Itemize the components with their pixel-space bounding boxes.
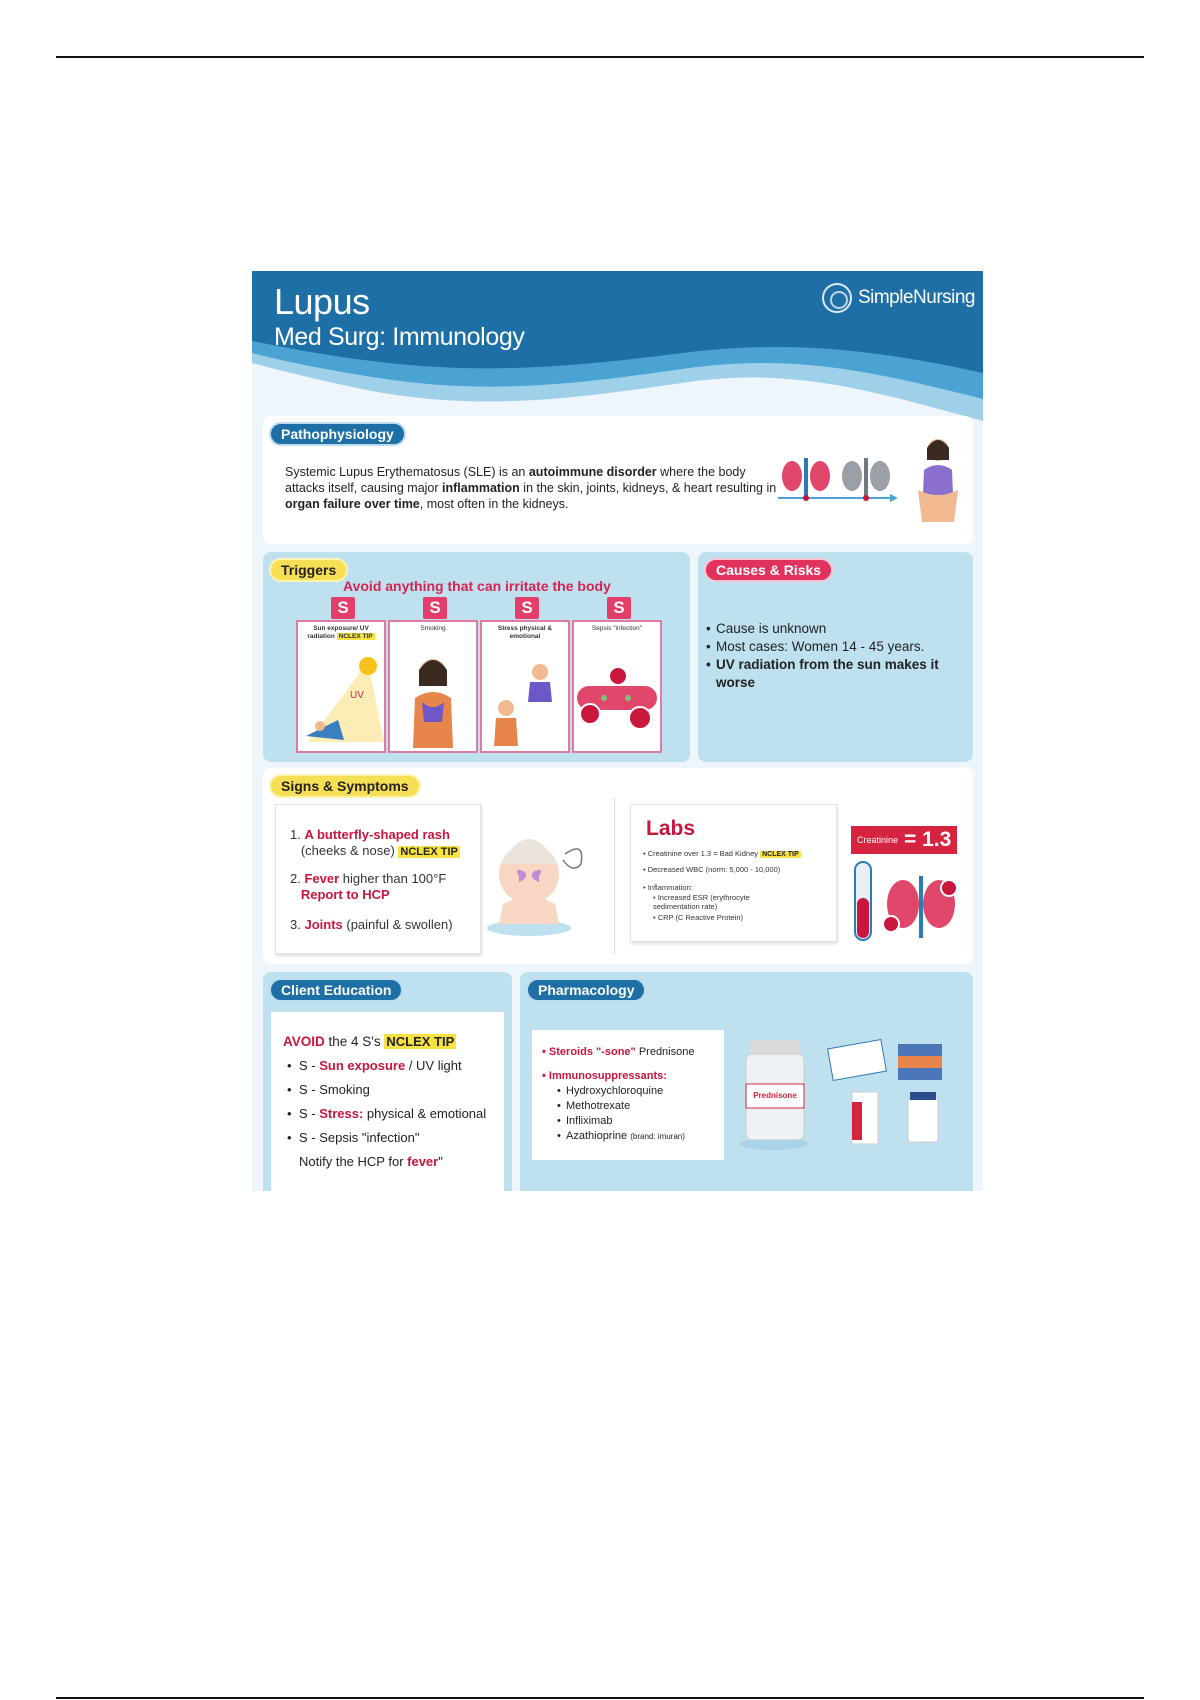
triggers-headline: Avoid anything that can irritate the body xyxy=(343,578,611,594)
symptom-joints: 3. Joints (painful & swollen) xyxy=(290,917,453,932)
trigger-stress-card: Stress physical & emotional xyxy=(480,620,570,753)
education-item-sepsis: • S - Sepsis "infection" xyxy=(299,1130,420,1145)
creatinine-badge: Creatinine = 1.3 xyxy=(851,826,957,854)
divider xyxy=(614,798,615,954)
svg-text:UV: UV xyxy=(350,690,364,701)
woman-figure-icon xyxy=(918,439,958,522)
lab-inflammation: • Inflammation: xyxy=(643,883,693,892)
education-item-smoking: • S - Smoking xyxy=(299,1082,370,1097)
labs-box xyxy=(630,804,837,942)
education-item-stress: • S - Stress: physical & emotional xyxy=(299,1106,486,1121)
s-badge-stress: S xyxy=(515,597,539,619)
client-education-panel xyxy=(263,972,512,1191)
lab-crp: • CRP (C Reactive Protein) xyxy=(653,913,744,922)
pathophysiology-text: Systemic Lupus Erythematosus (SLE) is an autoimmune disorder where the body attacks itself, causing major inflammation in the skin, joints, kidneys, & heart resulting in organ failure over time, most often in the kidneys. xyxy=(285,465,777,511)
causes-list xyxy=(706,620,973,692)
page-subtitle: Med Surg: Immunology xyxy=(274,323,525,351)
cause-item: • Cause is unknown xyxy=(706,620,973,638)
symptoms-list-box xyxy=(275,804,481,954)
trigger-smoking-card: Smoking xyxy=(388,620,478,753)
labs-title: Labs xyxy=(646,817,696,840)
header-banner xyxy=(252,271,983,421)
cause-item-bold: • UV radiation from the sun makes it worse xyxy=(706,656,973,692)
s-badge-sepsis: S xyxy=(607,597,631,619)
drug-item: • Hydroxychloroquine xyxy=(566,1085,663,1097)
diseased-kidney-icon xyxy=(842,458,890,501)
top-rule xyxy=(56,56,1144,58)
drug-item: • Methotrexate xyxy=(566,1100,630,1112)
svg-text:Prednisone: Prednisone xyxy=(753,1091,797,1100)
trigger-sun-card: Sun exposure/ UV radiation NCLEX TIP UV xyxy=(296,620,386,753)
bacteria-icon xyxy=(574,642,660,752)
drug-item: • Infliximab xyxy=(566,1115,612,1127)
bottom-rule xyxy=(56,1697,1144,1699)
education-note: Notify the HCP for fever" xyxy=(299,1154,443,1169)
s-badge-smoking: S xyxy=(423,597,447,619)
pathophysiology-card xyxy=(263,416,973,544)
medication-bottles-icon xyxy=(740,1032,960,1162)
lab-wbc: • Decreased WBC (norm: 5,000 - 10,000) xyxy=(643,865,781,874)
signs-symptoms-card xyxy=(263,768,973,964)
brand-name: SimpleNursing xyxy=(857,287,975,308)
signs-symptoms-label: Signs & Symptoms xyxy=(269,774,421,798)
lab-esr: • Increased ESR (erythrocyte sedimentation rate) xyxy=(653,893,750,911)
lab-creatinine: • Creatinine over 1.3 = Bad Kidney NCLEX TIP xyxy=(643,849,799,858)
education-heading: AVOID the 4 S's NCLEX TIP xyxy=(283,1034,455,1049)
education-box xyxy=(271,1012,504,1191)
pharmacology-panel xyxy=(520,972,973,1191)
sun-exposure-icon xyxy=(298,650,384,750)
lupus-infographic xyxy=(252,271,983,1191)
s-badge-sun: S xyxy=(331,597,355,619)
brand-circle-icon xyxy=(822,283,852,313)
kidney-illustration xyxy=(778,430,968,530)
stress-figures-icon xyxy=(482,642,568,752)
triggers-panel xyxy=(263,552,690,762)
symptom-fever: 2. Fever higher than 100°F Report to HCP xyxy=(290,871,447,902)
smoking-woman-icon xyxy=(390,642,476,752)
cause-item: • Most cases: Women 14 - 45 years. xyxy=(706,638,973,656)
butterfly-rash-face-icon xyxy=(485,820,595,940)
steroids-line: • Steroids "-sone" Prednisone xyxy=(542,1046,695,1058)
immunosuppressants-heading: • Immunosuppressants: xyxy=(542,1070,667,1082)
causes-risks-label: Causes & Risks xyxy=(704,558,833,582)
page-title: Lupus xyxy=(274,281,370,322)
client-education-label: Client Education xyxy=(269,978,403,1002)
causes-risks-panel xyxy=(698,552,973,762)
pharmacology-list-box xyxy=(532,1030,724,1160)
pharmacology-label: Pharmacology xyxy=(526,978,646,1002)
education-item-sun: • S - Sun exposure / UV light xyxy=(299,1058,462,1073)
brand-logo xyxy=(822,283,975,313)
symptom-rash: 1. A butterfly-shaped rash (cheeks & nose) NCLEX TIP xyxy=(290,827,458,858)
healthy-kidney-icon xyxy=(782,458,830,501)
triggers-label: Triggers xyxy=(269,558,348,582)
drug-item: • Azathioprine (brand: imuran) xyxy=(566,1130,685,1142)
blood-tube-kidney-icon xyxy=(851,858,961,948)
pathophysiology-label: Pathophysiology xyxy=(269,422,406,446)
trigger-sepsis-card: Sepsis "infection" xyxy=(572,620,662,753)
